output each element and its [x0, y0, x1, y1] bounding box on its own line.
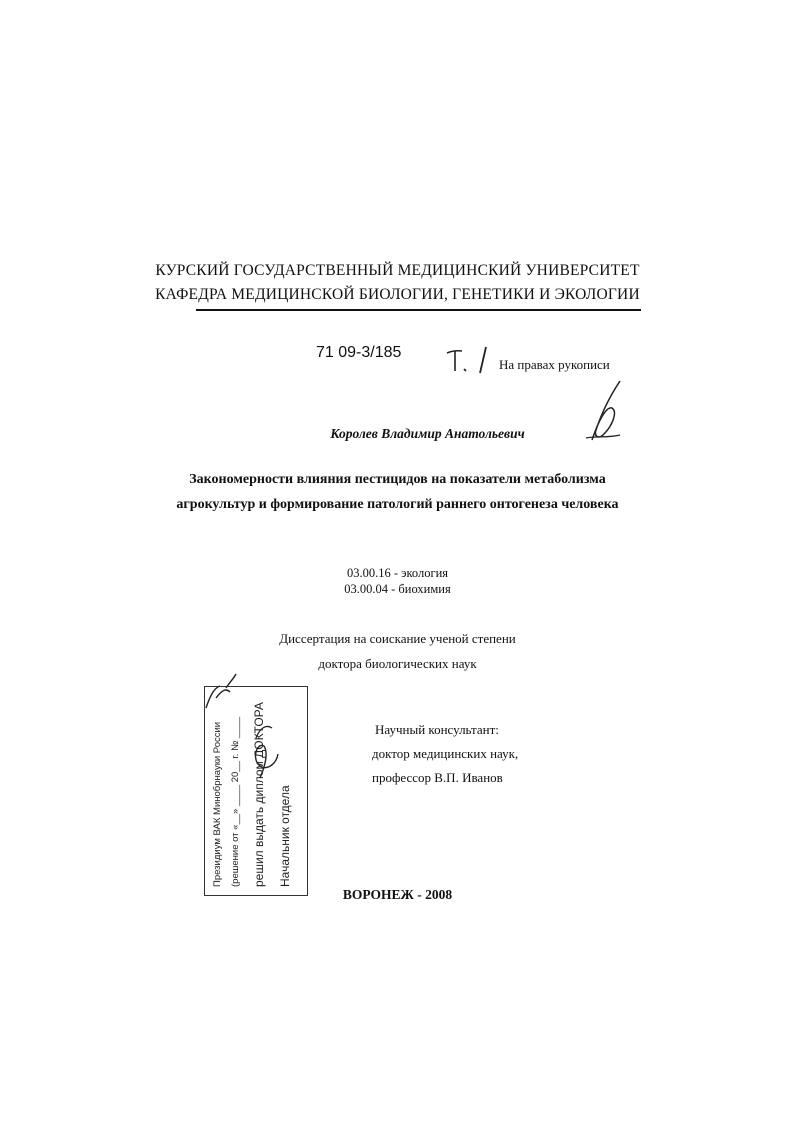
author-name: Королев Владимир Анатольевич [330, 426, 525, 441]
consultant-degree: доктор медицинских наук, [372, 746, 519, 761]
registration-number: 71 09-3/185 [316, 344, 402, 361]
department-name: КАФЕДРА МЕДИЦИНСКОЙ БИОЛОГИИ, ГЕНЕТИКИ И ЭКОЛОГИИ [155, 286, 640, 303]
dissertation-title-line-2: агрокультур и формирование патологий раннего онтогенеза человека [176, 497, 619, 512]
university-name: КУРСКИЙ ГОСУДАРСТВЕННЫЙ МЕДИЦИНСКИЙ УНИВЕРСИТЕТ [155, 262, 640, 279]
specialty-biochemistry: 03.00.04 - биохимия [344, 582, 451, 596]
handwritten-mark [444, 345, 492, 375]
stamp-line-2: (решение от «__» ____ 20__ г. № ____ [230, 716, 241, 887]
city-year: ВОРОНЕЖ - 2008 [342, 887, 453, 902]
consultant-label: Научный консультант: [375, 722, 499, 737]
header-rule [196, 309, 641, 311]
degree-line-1: Диссертация на соискание ученой степени [279, 631, 516, 646]
stamp-line-4: Начальник отдела [278, 785, 292, 887]
stamp-handwriting-icon [196, 668, 296, 798]
specialty-ecology: 03.00.16 - экология [346, 566, 449, 580]
consultant-name: профессор В.П. Иванов [372, 770, 503, 785]
rights-note: На правах рукописи [499, 357, 610, 372]
dissertation-title-line-1: Закономерности влияния пестицидов на показатели метаболизма [189, 472, 606, 487]
stamp-line-1: Президиум ВАК Минобрнауки России [212, 721, 223, 887]
degree-line-2: доктора биологических наук [318, 656, 477, 671]
stamp-line-3: решил выдать диплом ДОКТОРА [252, 702, 266, 887]
